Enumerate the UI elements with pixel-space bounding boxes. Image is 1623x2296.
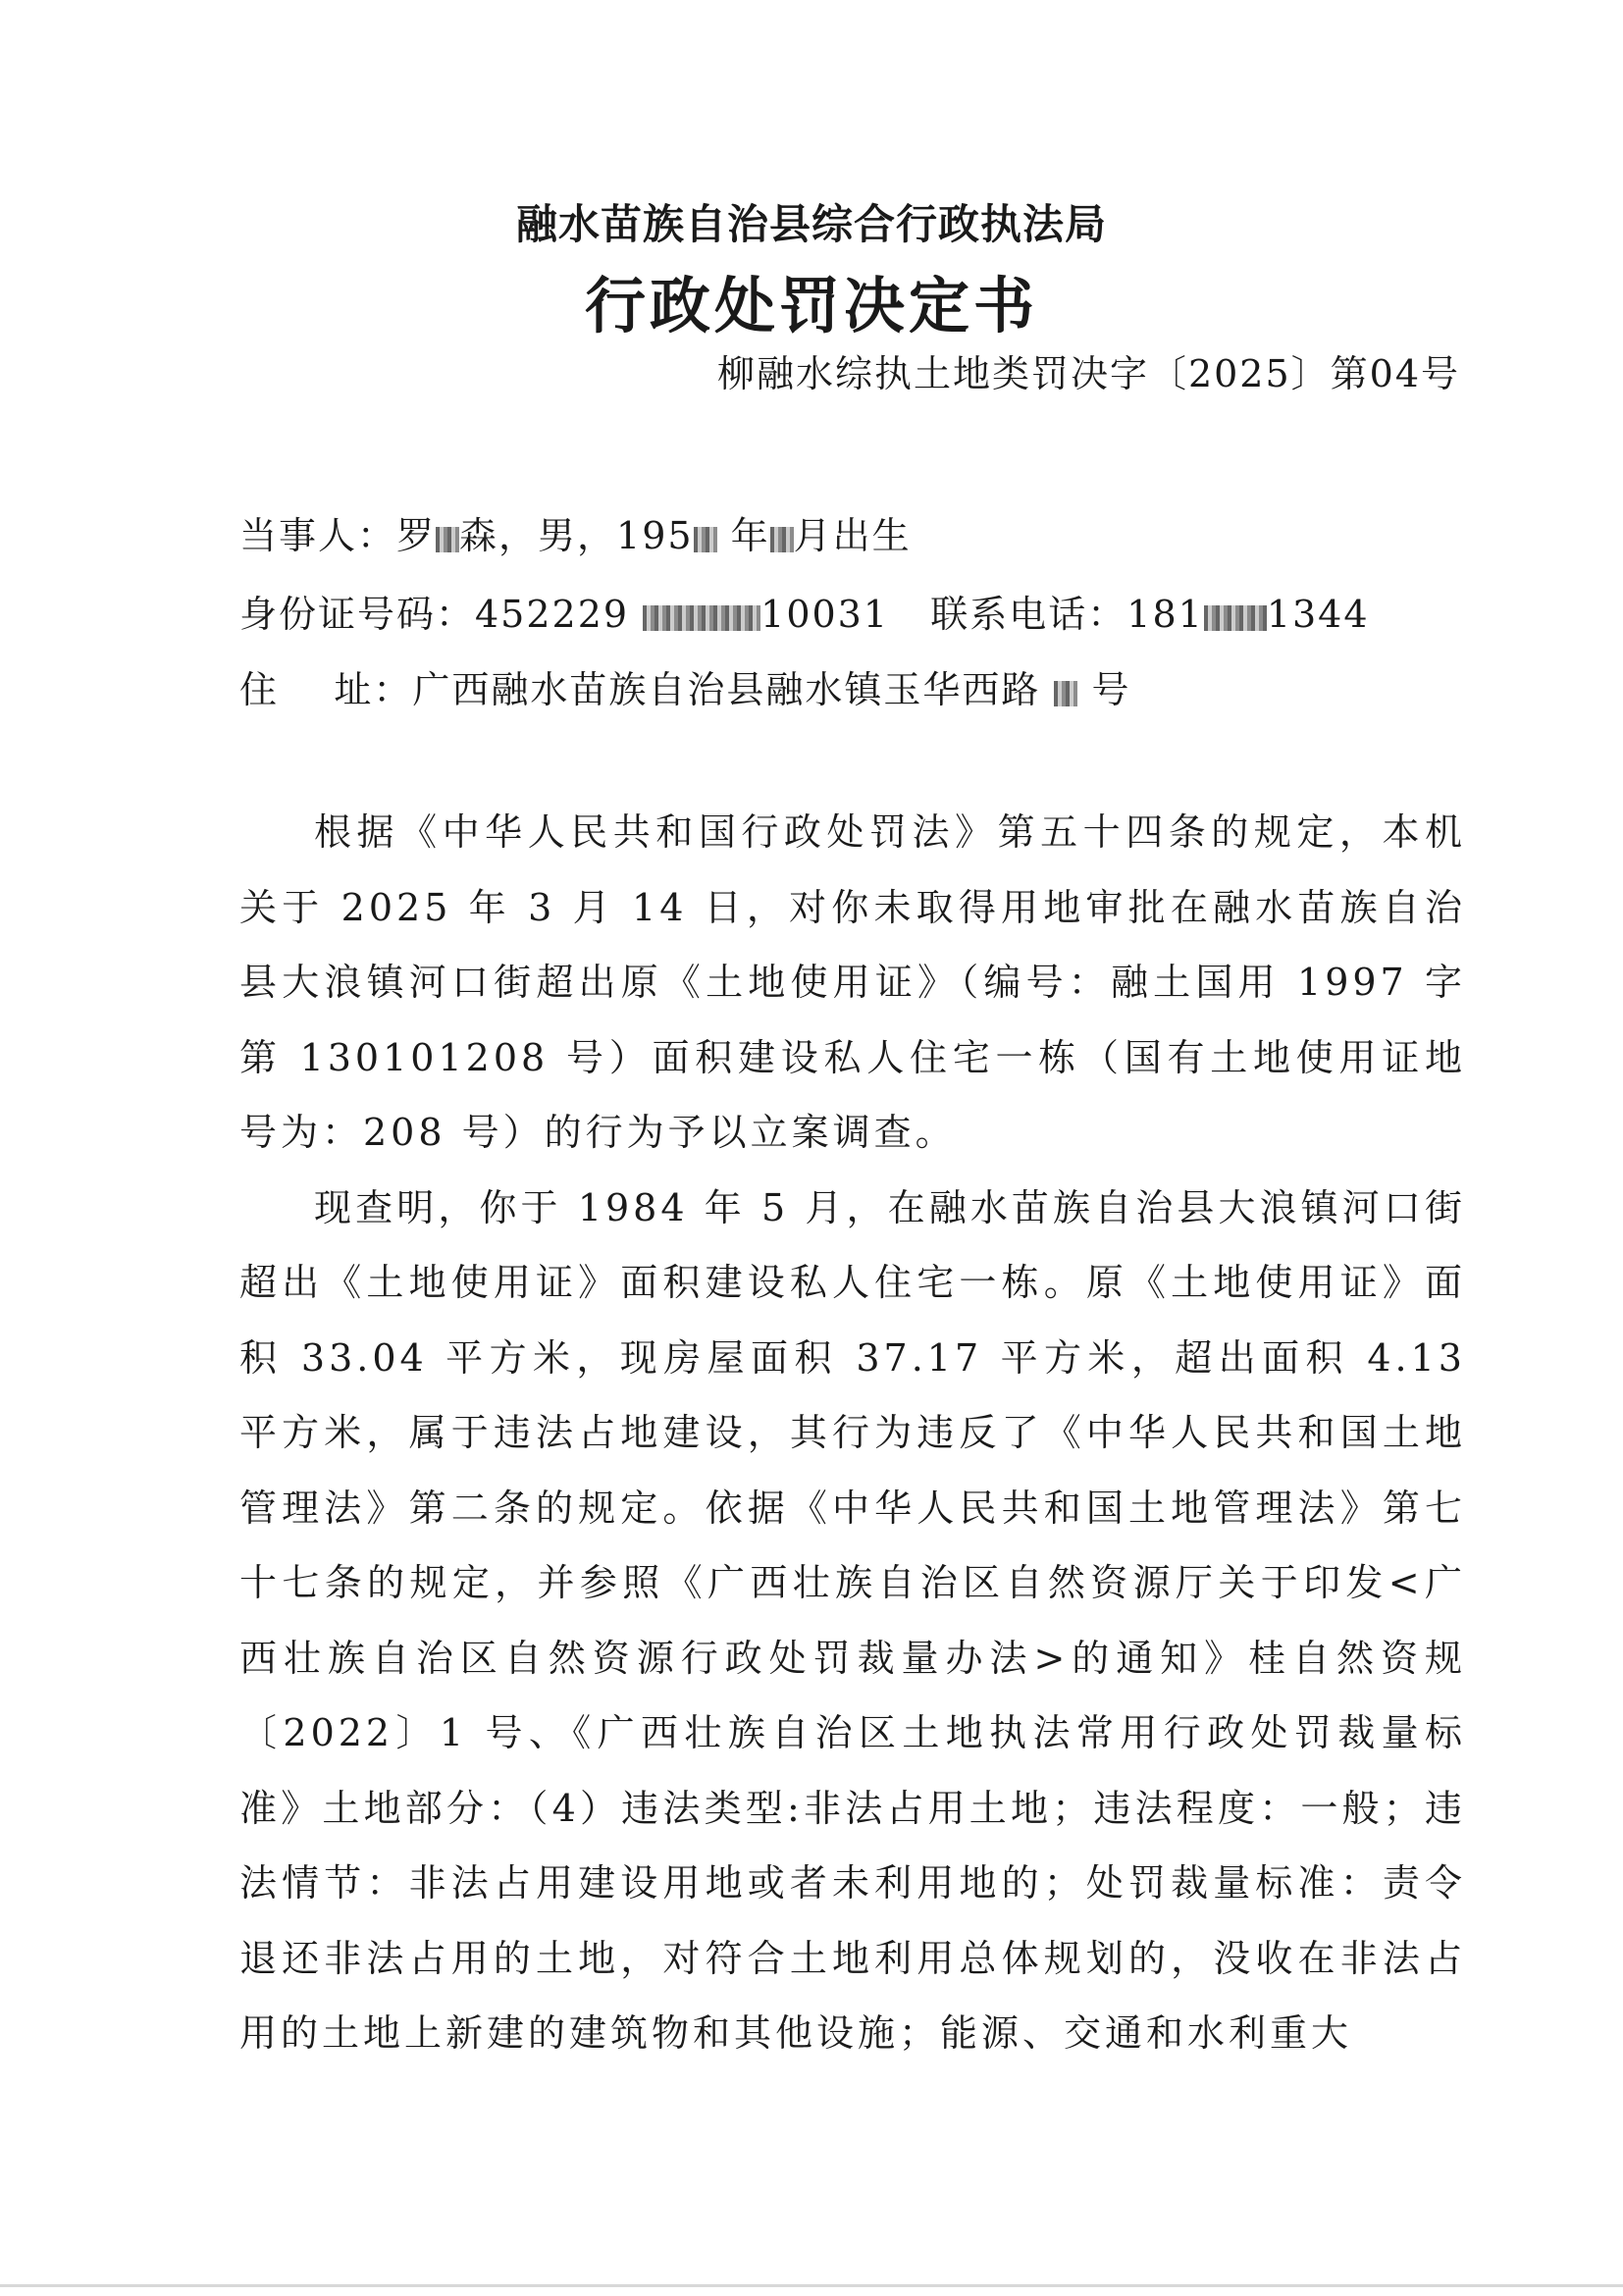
document-number: 柳融水综执土地类罚决字〔2025〕第04号: [716, 352, 1460, 395]
id-number-tail: 10031: [760, 593, 890, 636]
decision-body: [239, 795, 1466, 2071]
issuing-organization: 融水苗族自治县综合行政执法局: [515, 200, 1107, 248]
party-name-prefix: 当事人：罗: [239, 514, 437, 557]
paragraph-case-filing: 根据《中华人民共和国行政处罚法》第五十四条的规定，本机关于 2025 年 3 月 14 日，对你未取得用地审批在融水苗族自治县大浪镇河口街超出原《土地使用证》（编号：融土国用 1997 字第 130101208 号）面积建设私人住宅一栋（国有土地使用证地号为：208 号）的行为予以立案调查。: [239, 810, 1466, 1154]
page-bottom-edge: [0, 2284, 1623, 2287]
redaction-mask: [436, 527, 459, 552]
party-line-address: [239, 659, 1131, 713]
address-suffix: 号: [1091, 668, 1131, 711]
party-name-gender-year: 森，男，195: [459, 514, 694, 557]
redaction-mask: [1054, 681, 1077, 706]
phone-tail: 1344: [1266, 593, 1370, 636]
redaction-mask: [1204, 605, 1267, 631]
phone-label: 联系电话：181: [930, 593, 1204, 636]
party-line-id: [239, 584, 1370, 638]
paragraph-findings: 现查明，你于 1984 年 5 月，在融水苗族自治县大浪镇河口街超出《土地使用证》面积建设私人住宅一栋。原《土地使用证》面积 33.04 平方米，现房屋面积 37.17 平方米，超出面积 4.13 平方米，属于违法占地建设，其行为违反了《中华人民共和国土地管理法》第二条的规定。依据《中华人民共和国土地管理法》第七十七条的规定，并参照《广西壮族自治区自然资源厅关于印发<广西壮族自治区自然资源行政处罚裁量办法>的通知》桂自然资规〔2022〕1 号、《广西壮族自治区土地执法常用行政处罚裁量标准》土地部分：（4）违法类型:非法占用土地；违法程度：一般；违法情节：非法占用建设用地或者未利用地的；处罚裁量标准：责令退还非法占用的土地，对符合土地利用总体规划的，没收在非法占用的土地上新建的建筑物和其他设施；能源、交通和水利重大: [239, 1185, 1466, 2055]
address-text: 住 址：广西融水苗族自治县融水镇玉华西路: [239, 668, 1041, 711]
id-number-label: 身份证号码：452229: [239, 593, 630, 636]
redaction-mask: [694, 527, 717, 552]
document-title: 行政处罚决定书: [584, 270, 1038, 341]
party-line-name: [239, 505, 912, 559]
party-month-suffix: 月出生: [793, 514, 912, 557]
redaction-mask: [770, 527, 794, 552]
redaction-mask: [643, 605, 760, 631]
party-year-suffix: 年: [730, 514, 770, 557]
